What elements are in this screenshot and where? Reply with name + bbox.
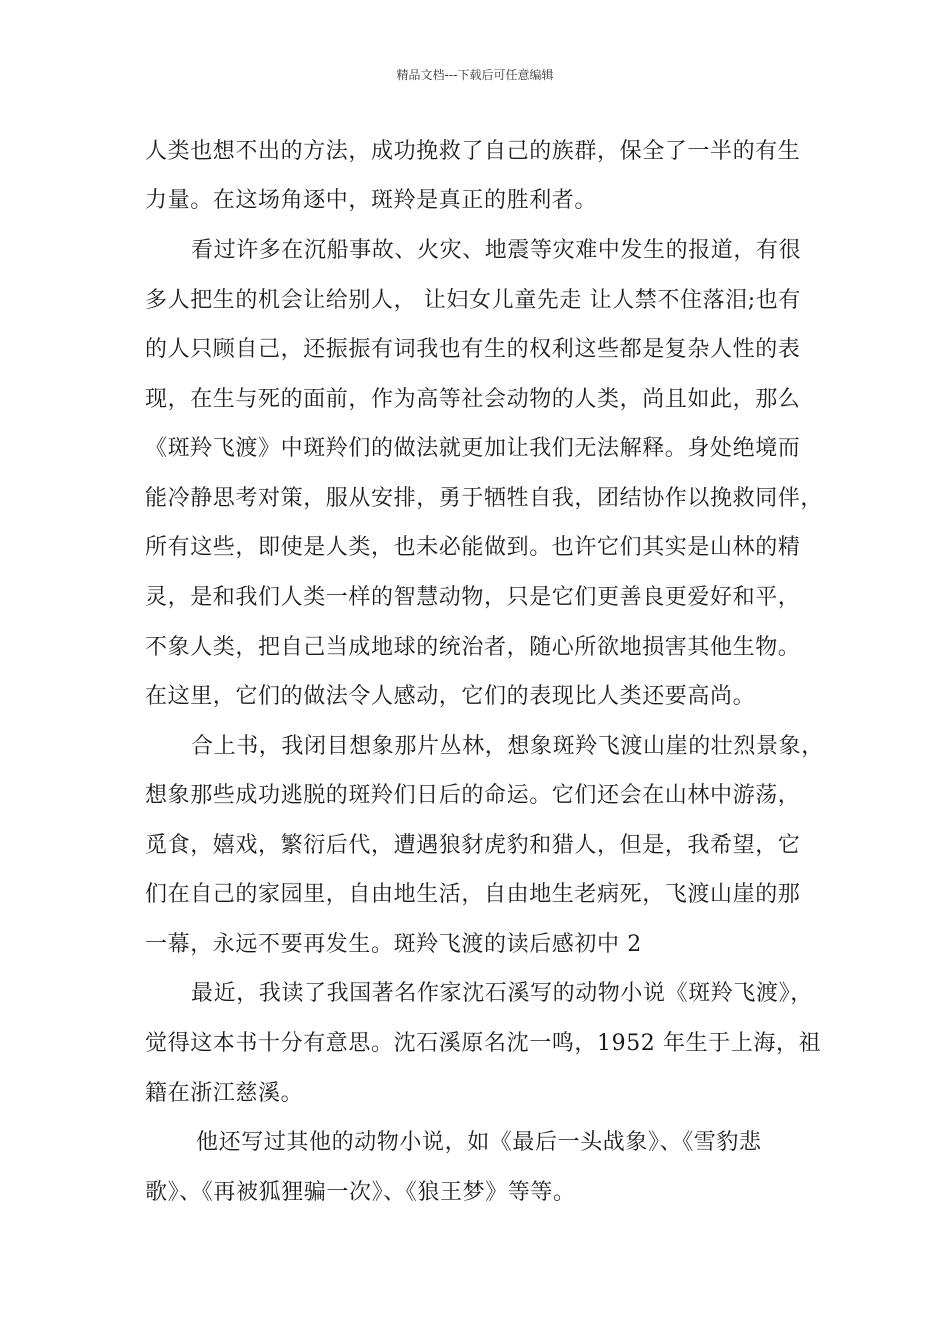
text-line: 现，在生与死的面前，作为高等社会动物的人类，尚且如此，那么 — [145, 387, 801, 412]
text-line: 最近，我读了我国著名作家沈石溪写的动物小说《斑羚飞渡》， — [191, 981, 813, 1006]
page-header: 精品文档---下载后可任意编辑 — [396, 68, 554, 82]
text-line: 人类也想不出的方法，成功挽救了自己的族群，保全了一半的有生 — [145, 139, 801, 164]
text-line: 觉得这本书十分有意思。沈石溪原名沈一鸣，1952 年生于上海，祖 — [145, 1031, 822, 1056]
text-line: 想象那些成功逃脱的斑羚们日后的命运。它们还会在山林中游荡， — [145, 783, 801, 808]
text-line: 《斑羚飞渡》中斑羚们的做法就更加让我们无法解释。身处绝境而 — [145, 436, 801, 461]
text-line: 看过许多在沉船事故、火灾、地震等灾难中发生的报道，有很 — [191, 238, 802, 263]
text-line: 在这里，它们的做法令人感动，它们的表现比人类还要高尚。 — [145, 684, 756, 709]
text-line: 不象人类，把自己当成地球的统治者，随心所欲地损害其他生物。 — [145, 635, 801, 660]
text-line: 力量。在这场角逐中，斑羚是真正的胜利者。 — [145, 188, 598, 213]
text-line: 所有这些，即使是人类，也未必能做到。也许它们其实是山林的精 — [145, 535, 801, 560]
text-line: 歌》、《再被狐狸骗一次》、《狼王梦》等等。 — [145, 1180, 576, 1205]
text-line: 觅食，嬉戏，繁衍后代，遭遇狼豺虎豹和猎人，但是，我希望，它 — [145, 833, 801, 858]
text-line: 一幕，永远不要再发生。斑羚飞渡的读后感初中 2 — [145, 932, 642, 957]
text-line: 他还写过其他的动物小说，如《最后一头战象》、《雪豹悲 — [196, 1130, 762, 1155]
text-line: 能冷静思考对策，服从安排，勇于牺牲自我，团结协作以挽救同伴， — [145, 486, 824, 511]
text-line: 们在自己的家园里，自由地生活，自由地生老病死，飞渡山崖的那 — [145, 882, 801, 907]
text-line: 合上书，我闭目想象那片丛林，想象斑羚飞渡山崖的壮烈景象， — [191, 734, 824, 759]
text-line: 多人把生的机会让给别人， 让妇女儿童先走 让人禁不住落泪;也有 — [145, 288, 802, 313]
text-line: 灵，是和我们人类一样的智慧动物，只是它们更善良更爱好和平， — [145, 585, 801, 610]
text-line: 籍在浙江慈溪。 — [145, 1081, 304, 1106]
text-line: 的人只顾自己，还振振有词我也有生的权利这些都是复杂人性的表 — [145, 337, 801, 362]
